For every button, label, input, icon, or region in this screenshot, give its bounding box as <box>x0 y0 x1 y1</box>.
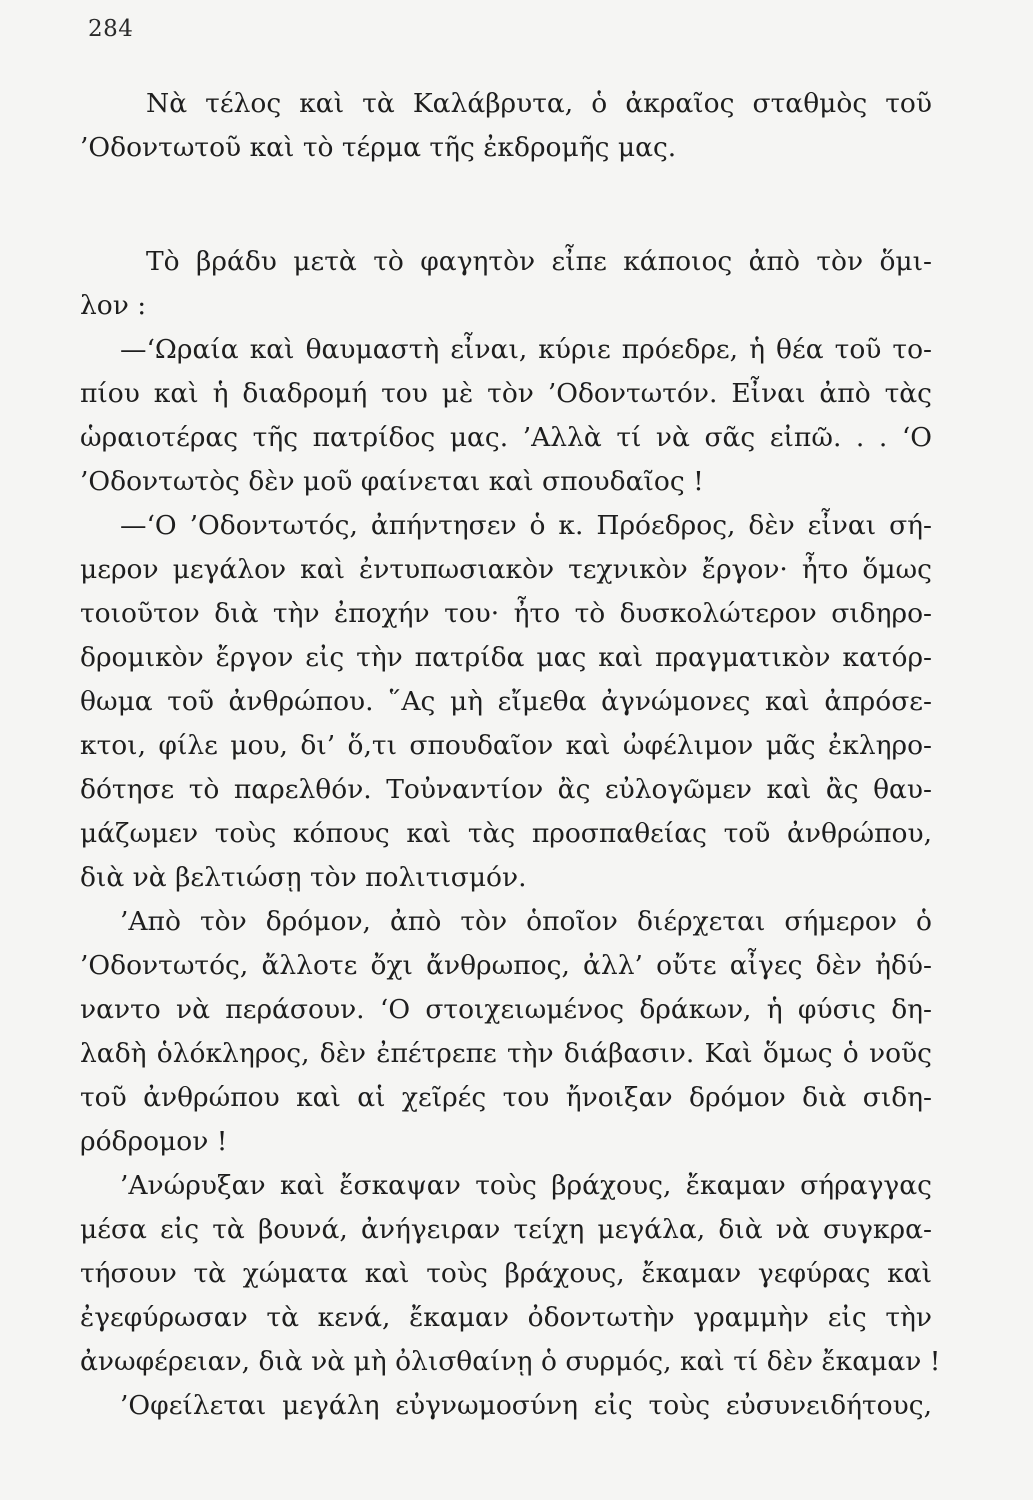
text-line: τοιοῦτον διὰ τὴν ἐποχήν του· ἦτο τὸ δυσκολώτερον σιδηρο- <box>80 598 932 629</box>
text-line: μερον μεγάλον καὶ ἐντυπωσιακὸν τεχνικὸν ἔργον· ἦτο ὅμως <box>80 554 932 585</box>
text-line: ’Ανώρυξαν καὶ ἔσκαψαν τοὺς βράχους, ἔκαμαν σήραγγας <box>120 1170 932 1201</box>
text-line: μάζωμεν τοὺς κόπους καὶ τὰς προσπαθείας τοῦ ἀνθρώπου, <box>80 818 932 849</box>
text-line: ’Οδοντωτὸς δὲν μοῦ φαίνεται καὶ σπουδαῖος ! <box>80 466 704 497</box>
page-number: 284 <box>88 16 134 42</box>
text-line: ρόδρομον ! <box>80 1126 228 1157</box>
text-line: Τὸ βράδυ μετὰ τὸ φαγητὸν εἶπε κάποιος ἀπὸ τὸν ὅμι- <box>146 246 932 277</box>
text-line: τοῦ ἀνθρώπου καὶ αἱ χεῖρές του ἤνοιξαν δρόμον διὰ σιδη- <box>80 1082 932 1113</box>
text-line: πίου καὶ ἡ διαδρομή του μὲ τὸν ’Οδοντωτόν. Εἶναι ἀπὸ τὰς <box>80 378 932 409</box>
text-line: διὰ νὰ βελτιώσῃ τὸν πολιτισμόν. <box>80 862 527 893</box>
text-line: θωμα τοῦ ἀνθρώπου. ῞Ας μὴ εἴμεθα ἀγνώμονες καὶ ἀπρόσε- <box>80 686 932 717</box>
text-line: —‘Ωραία καὶ θαυμαστὴ εἶναι, κύριε πρόεδρε, ἡ θέα τοῦ το- <box>120 334 932 365</box>
text-line: δότησε τὸ παρελθόν. Τοὐναντίον ἂς εὐλογῶμεν καὶ ἂς θαυ- <box>80 774 932 805</box>
text-line: ’Οδοντωτοῦ καὶ τὸ τέρμα τῆς ἐκδρομῆς μας. <box>80 132 677 163</box>
text-line: λαδὴ ὁλόκληρος, δὲν ἐπέτρεπε τὴν διάβασιν. Καὶ ὅμως ὁ νοῦς <box>80 1038 932 1069</box>
text-line: δρομικὸν ἔργον εἰς τὴν πατρίδα μας καὶ πραγματικὸν κατόρ- <box>80 642 932 673</box>
text-line: ἐγεφύρωσαν τὰ κενά, ἔκαμαν ὀδοντωτὴν γραμμὴν εἰς τὴν <box>80 1302 932 1333</box>
text-line: —‘Ο ’Οδοντωτός, ἀπήντησεν ὁ κ. Πρόεδρος, δὲν εἶναι σή- <box>120 510 932 541</box>
text-line: μέσα εἰς τὰ βουνά, ἀνήγειραν τείχη μεγάλα, διὰ νὰ συγκρα- <box>80 1214 932 1245</box>
text-line: ἀνωφέρειαν, διὰ νὰ μὴ ὀλισθαίνῃ ὁ συρμός, καὶ τί δὲν ἔκαμαν ! <box>80 1346 941 1377</box>
text-line: ὡραιοτέρας τῆς πατρίδος μας. ’Αλλὰ τί νὰ σᾶς εἰπῶ. . . ‘Ο <box>80 422 932 453</box>
text-line: λον : <box>80 290 147 321</box>
text-line: κτοι, φίλε μου, δι’ ὅ,τι σπουδαῖον καὶ ὠφέλιμον μᾶς ἐκληρο- <box>80 730 932 761</box>
text-line: ’Απὸ τὸν δρόμον, ἀπὸ τὸν ὁποῖον διέρχεται σήμερον ὁ <box>120 906 932 937</box>
text-line: ’Οφείλεται μεγάλη εὐγνωμοσύνη εἰς τοὺς εὐσυνειδήτους, <box>120 1390 932 1421</box>
text-line: ’Οδοντωτός, ἄλλοτε ὄχι ἄνθρωπος, ἀλλ’ οὔτε αἶγες δὲν ἠδύ- <box>80 950 932 981</box>
text-line: Νὰ τέλος καὶ τὰ Καλάβρυτα, ὁ ἀκραῖος σταθμὸς τοῦ <box>146 88 932 119</box>
text-line: τήσουν τὰ χώματα καὶ τοὺς βράχους, ἔκαμαν γεφύρας καὶ <box>80 1258 932 1289</box>
text-line: ναντο νὰ περάσουν. ‘Ο στοιχειωμένος δράκων, ἡ φύσις δη- <box>80 994 932 1025</box>
